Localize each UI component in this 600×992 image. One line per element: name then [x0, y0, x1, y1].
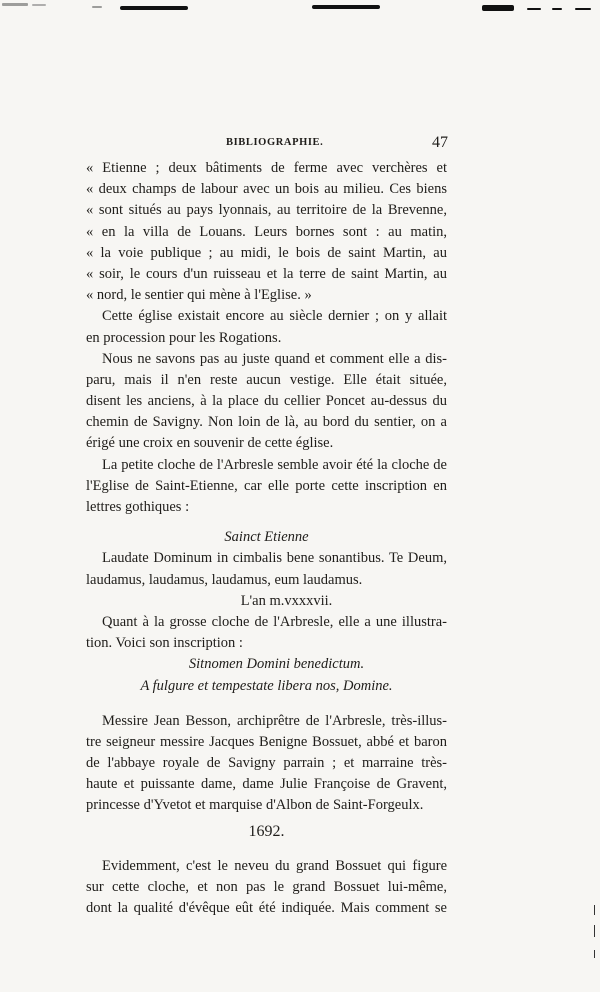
text-line: en procession pour les Rogations.	[86, 329, 282, 346]
scan-artifact	[32, 4, 46, 6]
bell-year: 1692.	[248, 822, 285, 840]
inscription-line: Sitnomen Domini benedictum.	[188, 656, 365, 673]
scan-artifact	[527, 8, 541, 10]
text-line: Messire Jean Besson, archiprêtre de l'Arbresle, très-illus-	[102, 712, 447, 729]
body-text	[86, 158, 447, 919]
text-line: l'Eglise de Saint-Etienne, car elle porte cette inscription en	[86, 477, 447, 494]
text-line: haute et puissante dame, dame Julie Françoise de Gravent,	[86, 776, 447, 793]
scan-artifact	[594, 905, 595, 915]
scan-artifact	[312, 5, 380, 9]
text-line: tre seigneur messire Jacques Benigne Bossuet, abbé et baron	[86, 733, 447, 750]
scan-artifact	[594, 950, 595, 958]
text-line: tion. Voici son inscription :	[86, 635, 243, 652]
text-line: lettres gothiques :	[86, 499, 190, 515]
text-line: « en la villa de Louans. Leurs bornes sont : au matin,	[86, 223, 447, 240]
text-line: « nord, le sentier qui mène à l'Eglise. »	[86, 287, 312, 304]
text-line: disent les anciens, à la place du cellier Poncet au-dessus du	[86, 393, 447, 410]
bell-date: L'an m.vxxxvii.	[240, 592, 333, 609]
inscription-line: A fulgure et tempestate libera nos, Domine.	[140, 677, 393, 694]
text-line: Nous ne savons pas au juste quand et comment elle a dis-	[102, 350, 447, 367]
scan-artifact	[482, 5, 514, 11]
text-line: dont la qualité d'évêque eût été indiquée. Mais comment se	[86, 900, 447, 917]
text-line: sur cette cloche, et non pas le grand Bossuet lui-même,	[86, 879, 447, 895]
running-title: BIBLIOGRAPHIE.	[226, 137, 324, 148]
scan-artifact	[575, 8, 591, 10]
scan-artifact	[594, 925, 595, 937]
text-line: érigé une croix en souvenir de cette église.	[86, 435, 334, 452]
text-line: Evidemment, c'est le neveu du grand Bossuet qui figure	[102, 857, 447, 874]
text-line: paru, mais il n'en reste aucun vestige. Elle était située,	[86, 371, 447, 388]
scan-artifact	[552, 8, 562, 10]
text-line: de l'abbaye royale de Savigny parrain ; et marraine très-	[86, 755, 447, 772]
text-line: laudamus, laudamus, laudamus, eum laudamus.	[86, 571, 363, 588]
text-line: Quant à la grosse cloche de l'Arbresle, elle a une illustra-	[102, 613, 447, 630]
text-line: princesse d'Yvetot et marquise d'Albon de Saint-Forgeulx.	[86, 797, 424, 814]
text-line: Cette église existait encore au siècle dernier ; on y allait	[102, 308, 447, 325]
text-line: « deux champs de labour avec un bois au milieu. Ces biens	[86, 181, 447, 198]
scan-artifact	[2, 3, 28, 6]
bell-inscription-title: Sainct Etienne	[224, 529, 309, 546]
text-line: « soir, le cours d'un ruisseau et la terre de saint Martin, au	[86, 265, 447, 282]
text-line: « sont situés au pays lyonnais, au territoire de la Brevenne,	[86, 202, 447, 219]
scan-artifact	[120, 6, 188, 10]
running-header	[86, 134, 448, 155]
text-line: Laudate Dominum in cimbalis bene sonantibus. Te Deum,	[102, 550, 447, 567]
text-line: « la voie publique ; au midi, le bois de saint Martin, au	[86, 244, 447, 261]
scan-artifact	[92, 6, 102, 8]
text-line: La petite cloche de l'Arbresle semble avoir été la cloche de	[102, 456, 447, 473]
text-line: chemin de Savigny. Non loin de là, au bord du sentier, on a	[86, 414, 447, 431]
text-line: « Etienne ; deux bâtiments de ferme avec verchères et	[86, 160, 447, 176]
page-number: 47	[432, 134, 448, 151]
